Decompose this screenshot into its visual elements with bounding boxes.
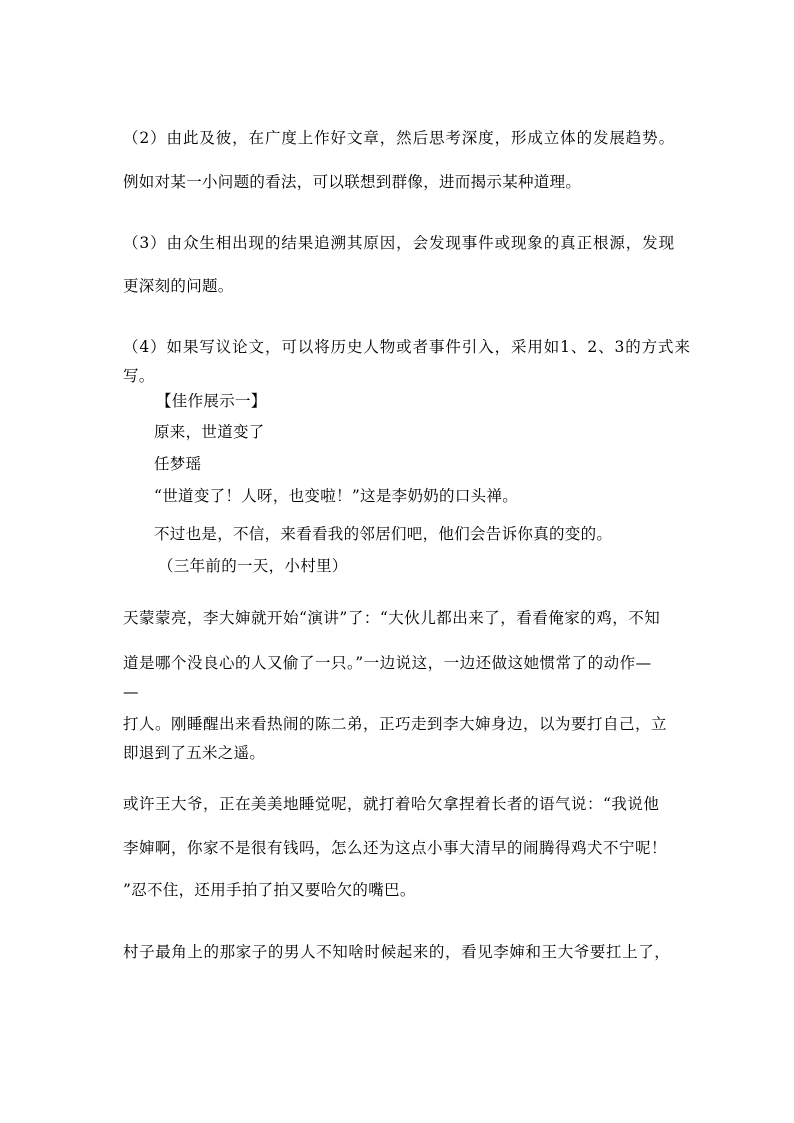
- paragraph-line: 天蒙蒙亮，李大婶就开始“演讲”了：“大伙儿都出来了，看看俺家的鸡，不知: [123, 609, 661, 627]
- paragraph-line: （三年前的一天，小村里）: [158, 557, 348, 575]
- article-title: 原来，世道变了: [154, 423, 265, 441]
- paragraph-line: 李婶啊，你家不是很有钱吗，怎么还为这点小事大清早的闹腾得鸡犬不宁呢！: [123, 839, 668, 857]
- paragraph-line: —: [123, 683, 139, 701]
- paragraph-line: 道是哪个没良心的人又偷了一只。”一边说这，一边还做这她惯常了的动作—: [123, 654, 652, 672]
- paragraph-line: 例如对某一小问题的看法，可以联想到群像，进而揭示某种道理。: [123, 173, 582, 191]
- paragraph-line: 村子最角上的那家子的男人不知啥时候起来的，看见李婶和王大爷要扛上了，: [123, 943, 671, 961]
- paragraph-line: 更深刻的问题。: [123, 277, 234, 295]
- paragraph-line: ”忍不住，还用手拍了拍又要哈欠的嘴巴。: [123, 881, 416, 899]
- paragraph-line: （2）由此及彼，在广度上作好文章，然后思考深度，形成立体的发展趋势。: [123, 129, 675, 147]
- paragraph-line: （3）由众生相出现的结果追溯其原因，会发现事件或现象的真正根源，发现: [123, 234, 675, 252]
- section-heading: 【佳作展示一】: [156, 392, 267, 410]
- article-author: 任梦瑶: [154, 455, 202, 473]
- paragraph-line: 写。: [123, 367, 155, 385]
- paragraph-line: 或许王大爷，正在美美地睡觉呢，就打着哈欠拿捏着长者的语气说：“我说他: [123, 795, 660, 813]
- paragraph-line: （4）如果写议论文，可以将历史人物或者事件引入，采用如1、2、3的方式来: [123, 338, 691, 356]
- paragraph-line: “世道变了！人呀，也变啦！”这是李奶奶的口头禅。: [154, 487, 519, 505]
- paragraph-line: 不过也是，不信，来看看我的邻居们吧，他们会告诉你真的变的。: [154, 525, 613, 543]
- paragraph-line: 打人。刚睡醒出来看热闹的陈二弟，正巧走到李大婶身边，以为要打自己，立: [123, 715, 668, 733]
- paragraph-line: 即退到了五米之遥。: [123, 744, 266, 762]
